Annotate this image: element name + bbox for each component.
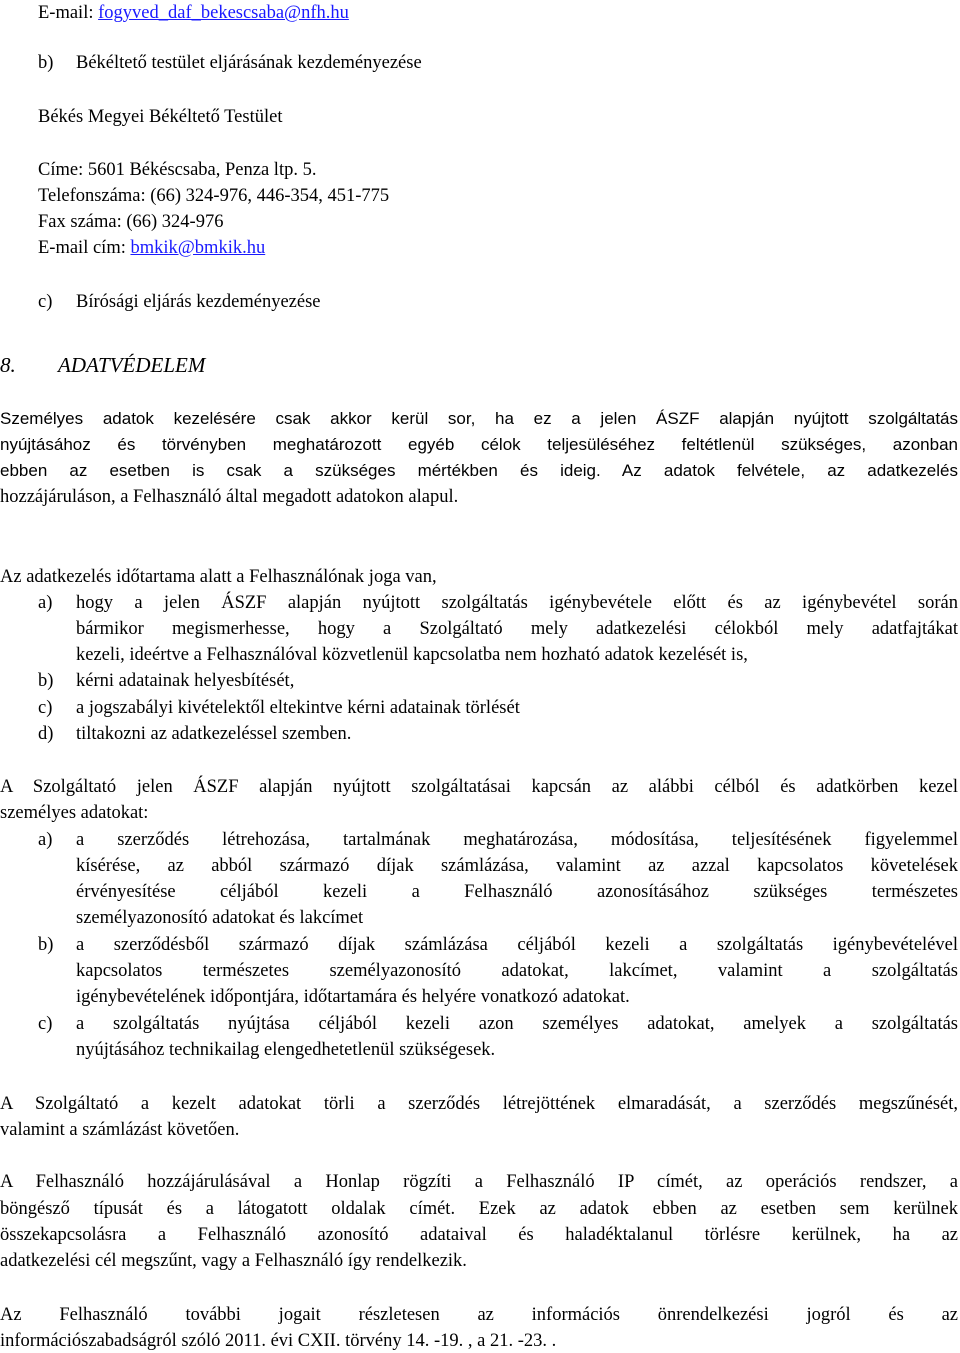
list-label-c: c) [38, 1014, 53, 1034]
rights-a-line-1: hogy a jelen ÁSZF alapján nyújtott szolgáltatás igénybevétele előtt és az igénybevétel során [76, 593, 958, 613]
purposes-c-line-2: nyújtásához technikailag elengedhetetlenül szükségesek. [76, 1040, 496, 1060]
purposes-b-line-1: a szerződésből származó díjak számlázása céljából kezeli a szolgáltatás igénybevételével [76, 935, 958, 955]
fogyved-email-link[interactable]: fogyved_daf_bekescsaba@nfh.hu [98, 3, 349, 23]
bekelteto-email-line [38, 237, 265, 259]
bekelteto-email-link[interactable]: bmkik@bmkik.hu [130, 238, 266, 258]
purposes-a-line-3: érvényesítése céljából kezeli a Felhasználó azonosításához szükséges természetes [76, 882, 958, 902]
bekelteto-fax: Fax száma: (66) 324-976 [38, 212, 224, 232]
bekelteto-phone: Telefonszáma: (66) 324-976, 446-354, 451-775 [38, 186, 390, 206]
purposes-c-line-1: a szolgáltatás nyújtása céljából kezeli azon személyes adatokat, amelyek a szolgáltatás [76, 1014, 958, 1034]
ip-line-3: összekapcsolásra a Felhasználó azonosító adataival és haladéktalanul törlésre kerülnek, ha az [0, 1225, 958, 1245]
list-label-d: d) [38, 724, 54, 744]
list-label-c: c) [38, 292, 53, 312]
rights-c: a jogszabályi kivételektől eltekintve kérni adatainak törlését [76, 698, 520, 718]
list-label-b: b) [38, 935, 54, 955]
intro-line-2: nyújtásához és törvényben meghatározott egyéb célok teljesüléséhez feltétlenül szükséges, azonban [0, 435, 958, 454]
list-label-b: b) [38, 53, 54, 73]
section-title: ADATVÉDELEM [58, 353, 206, 377]
rights-ref-line-2: információszabadságról szóló 2011. évi CXII. törvény 14. -19. , a 21. -23. . [0, 1331, 557, 1351]
intro-line-3: ebben az esetben is csak a szükséges mértékben és ideig. Az adatok felvétele, az adatkezelés [0, 461, 958, 480]
email-label: E-mail: [38, 3, 99, 23]
purposes-intro-line-1: A Szolgáltató jelen ÁSZF alapján nyújtott szolgáltatásai kapcsán az alábbi célból és adatkörben kezel [0, 777, 958, 797]
deletion-line-2: valamint a számlázást követően. [0, 1120, 240, 1140]
list-label-c: c) [38, 698, 53, 718]
ip-line-4: adatkezelési cél megszűnt, vagy a Felhasználó így rendelkezik. [0, 1251, 467, 1271]
purposes-b-line-3: igénybevételének időpontjára, időtartamára és helyére vonatkozó adatokat. [76, 987, 630, 1007]
ip-line-2: böngésző típusát és a látogatott oldalak címét. Ezek az adatok ebben az esetben sem kerülnek [0, 1199, 958, 1219]
purposes-a-line-2: kísérése, az abból származó díjak számlázása, valamint az azzal kapcsolatos követelések [76, 856, 958, 876]
bekelteto-procedure-item: Békéltető testület eljárásának kezdeményezése [76, 53, 422, 73]
purposes-intro-line-2: személyes adatokat: [0, 803, 149, 823]
section-number: 8. [0, 353, 16, 377]
ip-line-1: A Felhasználó hozzájárulásával a Honlap rögzíti a Felhasználó IP címét, az operációs rendszer, a [0, 1172, 958, 1192]
rights-intro: Az adatkezelés időtartama alatt a Felhasználónak joga van, [0, 567, 437, 587]
court-procedure-item: Bírósági eljárás kezdeményezése [76, 292, 321, 312]
list-label-a: a) [38, 593, 53, 613]
email-label: E-mail cím: [38, 238, 131, 258]
list-label-b: b) [38, 671, 54, 691]
bekelteto-address: Címe: 5601 Békéscsaba, Penza ltp. 5. [38, 160, 317, 180]
section-heading [0, 354, 205, 376]
deletion-line-1: A Szolgáltató a kezelt adatokat törli a szerződés létrejöttének elmaradását, a szerződés megszűnését, [0, 1094, 958, 1114]
purposes-a-line-4: személyazonosító adatokat és lakcímet [76, 908, 364, 928]
list-label-a: a) [38, 830, 53, 850]
rights-ref-line-1: Az Felhasználó további jogait részletesen az információs önrendelkezési jogról és az [0, 1305, 958, 1325]
rights-a-line-2: bármikor megismerhesse, hogy a Szolgáltató mely adatkezelési célokból mely adatfajtákat [76, 619, 958, 639]
bekelteto-name: Békés Megyei Békéltető Testület [38, 107, 283, 127]
intro-line-4: hozzájáruláson, a Felhasználó által megadott adatokon alapul. [0, 487, 459, 507]
rights-d: tiltakozni az adatkezeléssel szemben. [76, 724, 352, 744]
purposes-a-line-1: a szerződés létrehozása, tartalmának meghatározása, módosítása, teljesítésének figyelemmel [76, 830, 958, 850]
rights-b: kérni adatainak helyesbítését, [76, 671, 295, 691]
intro-line-1: Személyes adatok kezelésére csak akkor kerül sor, ha ez a jelen ÁSZF alapján nyújtott szolgáltatás [0, 409, 958, 428]
purposes-b-line-2: kapcsolatos természetes személyazonosító adatokat, lakcímet, valamint a szolgáltatás [76, 961, 958, 981]
fogyved-email-line [38, 2, 349, 24]
rights-a-line-3: kezeli, ideértve a Felhasználóval közvetlenül kapcsolatba nem hozható adatok kezelését is, [76, 645, 748, 665]
